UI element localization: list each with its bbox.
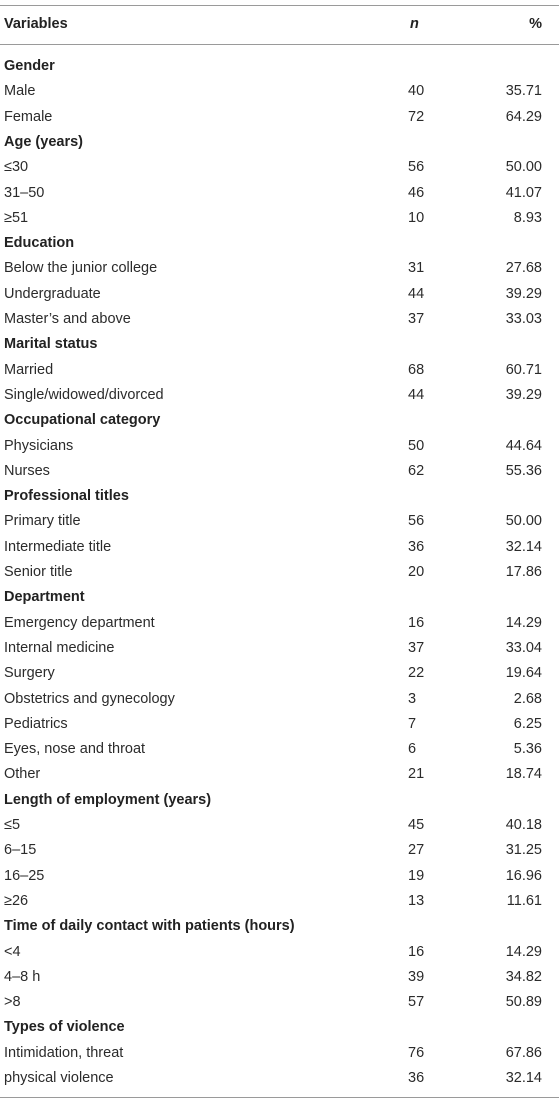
header-percent: % xyxy=(529,16,542,32)
table-row xyxy=(0,611,559,636)
count-value: 16 xyxy=(408,943,425,960)
count-value: 62 xyxy=(408,462,425,479)
count-value: 36 xyxy=(408,538,425,555)
section-header-row xyxy=(0,484,559,509)
percent-value: 2.68 xyxy=(513,690,542,707)
variable-label: ≤30 xyxy=(4,159,29,176)
variable-label: Female xyxy=(4,108,53,125)
variable-label: Nurses xyxy=(4,462,50,479)
section-label: Marital status xyxy=(4,336,98,353)
table-header-rule xyxy=(0,44,559,45)
header-variables: Variables xyxy=(4,16,68,32)
percent-value: 60.71 xyxy=(505,361,542,378)
variable-label: 31–50 xyxy=(4,184,45,201)
table-row xyxy=(0,1041,559,1066)
variable-label: ≤5 xyxy=(4,817,21,833)
percent-value: 35.71 xyxy=(505,83,542,100)
percent-value: 40.18 xyxy=(505,817,542,833)
header-n: n xyxy=(410,16,419,32)
percent-value: 8.93 xyxy=(513,209,542,226)
section-header-row xyxy=(0,1015,559,1040)
section-label: Types of violence xyxy=(4,1019,125,1036)
count-value: 46 xyxy=(408,184,425,201)
variable-label: Male xyxy=(4,83,36,100)
variable-label: Below the junior college xyxy=(4,260,158,277)
percent-value: 44.64 xyxy=(505,437,542,454)
variable-label: Pediatrics xyxy=(4,715,68,732)
variable-label: Physicians xyxy=(4,437,74,454)
table-row xyxy=(0,940,559,965)
table-row xyxy=(0,105,559,130)
table-row xyxy=(0,864,559,889)
percent-value: 32.14 xyxy=(505,538,542,555)
percent-value: 41.07 xyxy=(505,184,542,201)
count-value: 39 xyxy=(408,968,425,985)
variable-label: ≥51 xyxy=(4,209,29,226)
variable-label: 6–15 xyxy=(4,842,37,859)
count-value: 50 xyxy=(408,437,425,454)
table-row xyxy=(0,535,559,560)
variable-label: >8 xyxy=(4,994,21,1011)
table-row xyxy=(0,181,559,206)
percent-value: 5.36 xyxy=(513,741,542,758)
count-value: 45 xyxy=(408,817,425,833)
table-row xyxy=(0,1066,559,1091)
variable-label: Emergency department xyxy=(4,614,155,631)
percent-value: 64.29 xyxy=(505,108,542,125)
count-value: 6 xyxy=(408,741,417,758)
section-label: Time of daily contact with patients (hours) xyxy=(4,918,295,935)
percent-value: 55.36 xyxy=(505,462,542,479)
table-row xyxy=(0,434,559,459)
table-row xyxy=(0,838,559,863)
section-header-row xyxy=(0,54,559,79)
variable-label: Eyes, nose and throat xyxy=(4,741,146,758)
section-header-row xyxy=(0,231,559,256)
count-value: 19 xyxy=(408,867,425,884)
variable-label: Surgery xyxy=(4,665,55,682)
variable-label: Intermediate title xyxy=(4,538,112,555)
percent-value: 19.64 xyxy=(505,665,542,682)
variable-label: Married xyxy=(4,361,54,378)
percent-value: 18.74 xyxy=(505,766,542,783)
count-value: 37 xyxy=(408,639,425,656)
variable-label: Senior title xyxy=(4,564,73,580)
table-row xyxy=(0,307,559,332)
section-label: Gender xyxy=(4,58,55,74)
section-label: Professional titles xyxy=(4,488,129,505)
count-value: 57 xyxy=(408,994,425,1011)
table-row xyxy=(0,282,559,307)
percent-value: 32.14 xyxy=(505,1070,542,1086)
table-row xyxy=(0,509,559,534)
section-label: Length of employment (years) xyxy=(4,791,212,808)
section-header-row xyxy=(0,585,559,610)
variable-label: 4–8 h xyxy=(4,968,41,985)
table-row xyxy=(0,813,559,838)
count-value: 20 xyxy=(408,564,425,580)
variable-label: Single/widowed/divorced xyxy=(4,386,164,403)
section-header-row xyxy=(0,788,559,813)
percent-value: 27.68 xyxy=(505,260,542,277)
percent-value: 17.86 xyxy=(505,564,542,580)
count-value: 10 xyxy=(408,209,425,226)
table-row xyxy=(0,636,559,661)
variable-label: Other xyxy=(4,766,41,783)
table-row xyxy=(0,383,559,408)
percent-value: 67.86 xyxy=(505,1044,542,1061)
percent-value: 11.61 xyxy=(506,892,542,909)
count-value: 21 xyxy=(408,766,425,783)
percent-value: 34.82 xyxy=(505,968,542,985)
variable-label: Master’s and above xyxy=(4,311,131,327)
count-value: 68 xyxy=(408,361,425,378)
section-label: Department xyxy=(4,589,85,606)
table-header-row xyxy=(0,12,559,37)
percent-value: 39.29 xyxy=(505,386,542,403)
variable-label: 16–25 xyxy=(4,867,45,884)
table-row xyxy=(0,206,559,231)
variable-label: Internal medicine xyxy=(4,639,115,656)
table-row xyxy=(0,737,559,762)
count-value: 27 xyxy=(408,842,425,859)
variable-label: Obstetrics and gynecology xyxy=(4,690,175,707)
variable-label: ≥26 xyxy=(4,892,29,909)
table-row xyxy=(0,712,559,737)
table-row xyxy=(0,990,559,1015)
percent-value: 50.00 xyxy=(505,513,542,530)
count-value: 36 xyxy=(408,1070,425,1086)
table-row xyxy=(0,79,559,104)
section-header-row xyxy=(0,914,559,939)
count-value: 44 xyxy=(408,386,425,403)
count-value: 16 xyxy=(408,614,425,631)
percent-value: 50.00 xyxy=(505,159,542,176)
variable-label: Undergraduate xyxy=(4,285,101,302)
percent-value: 31.25 xyxy=(505,842,542,859)
section-label: Age (years) xyxy=(4,133,83,150)
percent-value: 14.29 xyxy=(505,943,542,960)
count-value: 22 xyxy=(408,665,425,682)
table-top-rule xyxy=(0,5,559,6)
section-header-row xyxy=(0,332,559,357)
table-row xyxy=(0,256,559,281)
percent-value: 33.04 xyxy=(505,639,542,656)
count-value: 44 xyxy=(408,285,425,302)
table-bottom-rule xyxy=(0,1097,559,1098)
variable-label: Primary title xyxy=(4,513,81,530)
percent-value: 33.03 xyxy=(505,311,542,327)
percent-value: 50.89 xyxy=(505,994,542,1011)
variable-label: Intimidation, threat xyxy=(4,1044,124,1061)
section-label: Education xyxy=(4,235,75,252)
percent-value: 39.29 xyxy=(505,285,542,302)
table-row xyxy=(0,661,559,686)
percent-value: 16.96 xyxy=(505,867,542,884)
count-value: 31 xyxy=(408,260,425,277)
section-header-row xyxy=(0,130,559,155)
count-value: 37 xyxy=(408,311,425,327)
table-row xyxy=(0,358,559,383)
variable-label: <4 xyxy=(4,943,21,960)
table-row xyxy=(0,687,559,712)
table-row xyxy=(0,560,559,585)
table-row xyxy=(0,762,559,787)
percent-value: 14.29 xyxy=(505,614,542,631)
table-row xyxy=(0,889,559,914)
count-value: 56 xyxy=(408,159,425,176)
count-value: 72 xyxy=(408,108,425,125)
count-value: 56 xyxy=(408,513,425,530)
count-value: 76 xyxy=(408,1044,425,1061)
count-value: 13 xyxy=(408,892,425,909)
count-value: 40 xyxy=(408,83,425,100)
table-row xyxy=(0,155,559,180)
count-value: 7 xyxy=(408,715,417,732)
table-row xyxy=(0,459,559,484)
section-label: Occupational category xyxy=(4,412,161,429)
count-value: 3 xyxy=(408,690,417,707)
variable-label: physical violence xyxy=(4,1070,114,1086)
table-row xyxy=(0,965,559,990)
percent-value: 6.25 xyxy=(513,715,542,732)
section-header-row xyxy=(0,408,559,433)
